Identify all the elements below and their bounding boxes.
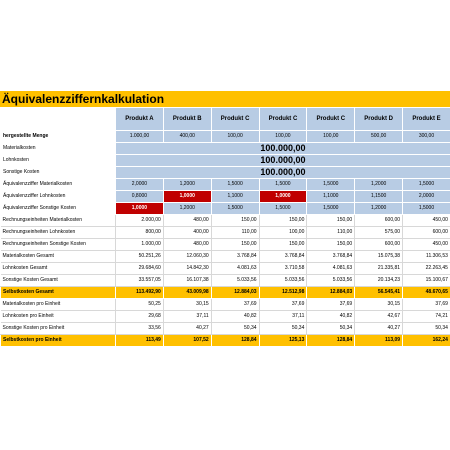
- value-cell[interactable]: 37,69: [211, 299, 259, 311]
- value-cell[interactable]: 480,00: [163, 215, 211, 227]
- selbstkosten-gesamt-row: [1, 287, 450, 299]
- value-cell[interactable]: 110,00: [211, 227, 259, 239]
- product-header[interactable]: Produkt E: [403, 108, 450, 131]
- value-cell[interactable]: 300,00: [403, 131, 450, 143]
- value-cell[interactable]: 1,0000: [116, 203, 164, 215]
- value-cell[interactable]: 48.670,65: [403, 287, 450, 299]
- value-cell[interactable]: 37,11: [259, 311, 307, 323]
- header-blank: [1, 108, 116, 131]
- menge-row: [1, 131, 450, 143]
- total-row: [1, 167, 450, 179]
- value-cell[interactable]: 42,67: [355, 311, 403, 323]
- value-cell[interactable]: 113,09: [355, 335, 403, 347]
- row-label[interactable]: Äquivalenzziffer Materialkosten: [1, 179, 116, 191]
- sheet-title: Äquivalenzziffernkalkulation: [0, 91, 450, 107]
- value-cell[interactable]: 500,00: [355, 131, 403, 143]
- value-cell[interactable]: 4.081,63: [307, 263, 355, 275]
- calculation-table: [0, 107, 450, 347]
- selbstkosten-einheit-row: [1, 335, 450, 347]
- value-cell[interactable]: 50,34: [307, 323, 355, 335]
- rechnung-row: [1, 227, 450, 239]
- value-cell[interactable]: 100,00: [307, 131, 355, 143]
- value-cell[interactable]: 150,00: [307, 215, 355, 227]
- value-cell[interactable]: 1.000,00: [116, 131, 164, 143]
- value-cell[interactable]: 800,00: [116, 227, 164, 239]
- value-cell[interactable]: 12.512,98: [259, 287, 307, 299]
- value-cell[interactable]: 1,1500: [355, 191, 403, 203]
- row-label[interactable]: Rechnungseinheiten Materialkosten: [1, 215, 116, 227]
- row-label[interactable]: Materialkosten pro Einheit: [1, 299, 116, 311]
- value-cell[interactable]: 50.251,26: [116, 251, 164, 263]
- value-cell[interactable]: 1.000,00: [116, 239, 164, 251]
- value-cell[interactable]: 1,1000: [211, 191, 259, 203]
- value-cell[interactable]: 11.306,53: [403, 251, 450, 263]
- row-label[interactable]: Sonstige Kosten Gesamt: [1, 275, 116, 287]
- value-cell[interactable]: 2,0000: [403, 191, 450, 203]
- total-value[interactable]: 100.000,00: [116, 155, 450, 167]
- value-cell[interactable]: 3.768,84: [211, 251, 259, 263]
- row-label[interactable]: Materialkosten Gesamt: [1, 251, 116, 263]
- value-cell[interactable]: 50,34: [211, 323, 259, 335]
- row-label[interactable]: Selbstkosten Gesamt: [1, 287, 116, 299]
- value-cell[interactable]: 12.884,03: [211, 287, 259, 299]
- row-label[interactable]: Äquivalenzziffer Sonstige Kosten: [1, 203, 116, 215]
- value-cell[interactable]: 450,00: [403, 215, 450, 227]
- value-cell[interactable]: 150,00: [259, 239, 307, 251]
- value-cell[interactable]: 29.684,60: [116, 263, 164, 275]
- value-cell[interactable]: 128,84: [307, 335, 355, 347]
- product-header[interactable]: Produkt A: [116, 108, 164, 131]
- aequivalenz-row: [1, 203, 450, 215]
- aequivalenz-row: [1, 191, 450, 203]
- value-cell[interactable]: 480,00: [163, 239, 211, 251]
- value-cell[interactable]: 1,5000: [259, 203, 307, 215]
- value-cell[interactable]: 50,34: [259, 323, 307, 335]
- value-cell[interactable]: 2,0000: [116, 179, 164, 191]
- value-cell[interactable]: 113,49: [116, 335, 164, 347]
- value-cell[interactable]: 1,2000: [163, 179, 211, 191]
- row-label[interactable]: Lohnkosten: [1, 155, 116, 167]
- value-cell[interactable]: 600,00: [355, 239, 403, 251]
- value-cell[interactable]: 15.100,67: [403, 275, 450, 287]
- value-cell[interactable]: 150,00: [307, 239, 355, 251]
- value-cell[interactable]: 5.033,56: [307, 275, 355, 287]
- value-cell[interactable]: 150,00: [211, 215, 259, 227]
- value-cell[interactable]: 12.884,03: [307, 287, 355, 299]
- value-cell[interactable]: 3.768,84: [259, 251, 307, 263]
- row-label[interactable]: Rechnungseinheiten Lohnkosten: [1, 227, 116, 239]
- total-value[interactable]: 100.000,00: [116, 143, 450, 155]
- value-cell[interactable]: 3.768,84: [307, 251, 355, 263]
- total-row: [1, 155, 450, 167]
- value-cell[interactable]: 40,27: [355, 323, 403, 335]
- value-cell[interactable]: 1,2000: [163, 203, 211, 215]
- value-cell[interactable]: 400,00: [163, 131, 211, 143]
- value-cell[interactable]: 450,00: [403, 239, 450, 251]
- row-label[interactable]: Rechnungseinheiten Sonstige Kosten: [1, 239, 116, 251]
- value-cell[interactable]: 150,00: [211, 239, 259, 251]
- value-cell[interactable]: 2.000,00: [116, 215, 164, 227]
- value-cell[interactable]: 22.263,45: [403, 263, 450, 275]
- value-cell[interactable]: 37,69: [403, 299, 450, 311]
- value-cell[interactable]: 30,15: [163, 299, 211, 311]
- value-cell[interactable]: 1,5000: [403, 179, 450, 191]
- value-cell[interactable]: 125,13: [259, 335, 307, 347]
- value-cell[interactable]: 1,0000: [163, 191, 211, 203]
- row-label[interactable]: Sonstige Kosten: [1, 167, 116, 179]
- rechnung-row: [1, 215, 450, 227]
- value-cell[interactable]: 56.545,41: [355, 287, 403, 299]
- value-cell[interactable]: 50,34: [403, 323, 450, 335]
- value-cell[interactable]: 21.335,81: [355, 263, 403, 275]
- value-cell[interactable]: 128,84: [211, 335, 259, 347]
- value-cell[interactable]: 29,68: [116, 311, 164, 323]
- value-cell[interactable]: 50,25: [116, 299, 164, 311]
- value-cell[interactable]: 40,82: [211, 311, 259, 323]
- total-row: [1, 143, 450, 155]
- product-header[interactable]: Produkt B: [163, 108, 211, 131]
- value-cell[interactable]: 1,2000: [355, 179, 403, 191]
- product-header[interactable]: Produkt C: [259, 108, 307, 131]
- pro-einheit-row: [1, 299, 450, 311]
- rechnung-row: [1, 239, 450, 251]
- value-cell[interactable]: 100,00: [259, 227, 307, 239]
- product-header[interactable]: Produkt C: [307, 108, 355, 131]
- product-header[interactable]: Produkt C: [211, 108, 259, 131]
- value-cell[interactable]: 600,00: [403, 227, 450, 239]
- gesamt-row: [1, 263, 450, 275]
- value-cell[interactable]: 100,00: [211, 131, 259, 143]
- value-cell[interactable]: 16.107,38: [163, 275, 211, 287]
- value-cell[interactable]: 1,5000: [307, 179, 355, 191]
- value-cell[interactable]: 5.033,56: [259, 275, 307, 287]
- pro-einheit-row: [1, 311, 450, 323]
- value-cell[interactable]: 162,24: [403, 335, 450, 347]
- value-cell[interactable]: 600,00: [355, 215, 403, 227]
- value-cell[interactable]: 1,5000: [211, 203, 259, 215]
- value-cell[interactable]: 37,69: [259, 299, 307, 311]
- row-label[interactable]: Materialkosten: [1, 143, 116, 155]
- value-cell[interactable]: 1,0000: [259, 191, 307, 203]
- value-cell[interactable]: 113.492,90: [116, 287, 164, 299]
- value-cell[interactable]: 15.075,38: [355, 251, 403, 263]
- row-label[interactable]: Lohnkosten pro Einheit: [1, 311, 116, 323]
- value-cell[interactable]: 1,5000: [403, 203, 450, 215]
- value-cell[interactable]: 1,5000: [211, 179, 259, 191]
- value-cell[interactable]: 14.842,30: [163, 263, 211, 275]
- value-cell[interactable]: 3.710,58: [259, 263, 307, 275]
- value-cell[interactable]: 20.134,23: [355, 275, 403, 287]
- value-cell[interactable]: 4.081,63: [211, 263, 259, 275]
- value-cell[interactable]: 37,11: [163, 311, 211, 323]
- value-cell[interactable]: 1,1000: [307, 191, 355, 203]
- gesamt-row: [1, 275, 450, 287]
- row-label[interactable]: Äquivalenzziffer Lohnkosten: [1, 191, 116, 203]
- header-row: [1, 108, 450, 131]
- value-cell[interactable]: 1,5000: [259, 179, 307, 191]
- value-cell[interactable]: 575,00: [355, 227, 403, 239]
- value-cell[interactable]: 43.009,98: [163, 287, 211, 299]
- value-cell[interactable]: 1,5000: [307, 203, 355, 215]
- row-label[interactable]: Selbstkosten pro Einheit: [1, 335, 116, 347]
- value-cell[interactable]: 107,52: [163, 335, 211, 347]
- row-label[interactable]: Lohnkosten Gesamt: [1, 263, 116, 275]
- spreadsheet: [0, 91, 450, 347]
- product-header[interactable]: Produkt D: [355, 108, 403, 131]
- pro-einheit-row: [1, 323, 450, 335]
- value-cell[interactable]: 40,82: [307, 311, 355, 323]
- value-cell[interactable]: 74,21: [403, 311, 450, 323]
- row-label[interactable]: Sonstige Kosten pro Einheit: [1, 323, 116, 335]
- value-cell[interactable]: 400,00: [163, 227, 211, 239]
- value-cell[interactable]: 0,8000: [116, 191, 164, 203]
- value-cell[interactable]: 110,00: [307, 227, 355, 239]
- total-value[interactable]: 100.000,00: [116, 167, 450, 179]
- value-cell[interactable]: 33.557,05: [116, 275, 164, 287]
- value-cell[interactable]: 5.033,56: [211, 275, 259, 287]
- value-cell[interactable]: 30,15: [355, 299, 403, 311]
- value-cell[interactable]: 12.060,30: [163, 251, 211, 263]
- value-cell[interactable]: 150,00: [259, 215, 307, 227]
- value-cell[interactable]: 33,56: [116, 323, 164, 335]
- value-cell[interactable]: 37,69: [307, 299, 355, 311]
- value-cell[interactable]: 40,27: [163, 323, 211, 335]
- row-label[interactable]: hergestellte Menge: [1, 131, 116, 143]
- gesamt-row: [1, 251, 450, 263]
- value-cell[interactable]: 100,00: [259, 131, 307, 143]
- value-cell[interactable]: 1,2000: [355, 203, 403, 215]
- aequivalenz-row: [1, 179, 450, 191]
